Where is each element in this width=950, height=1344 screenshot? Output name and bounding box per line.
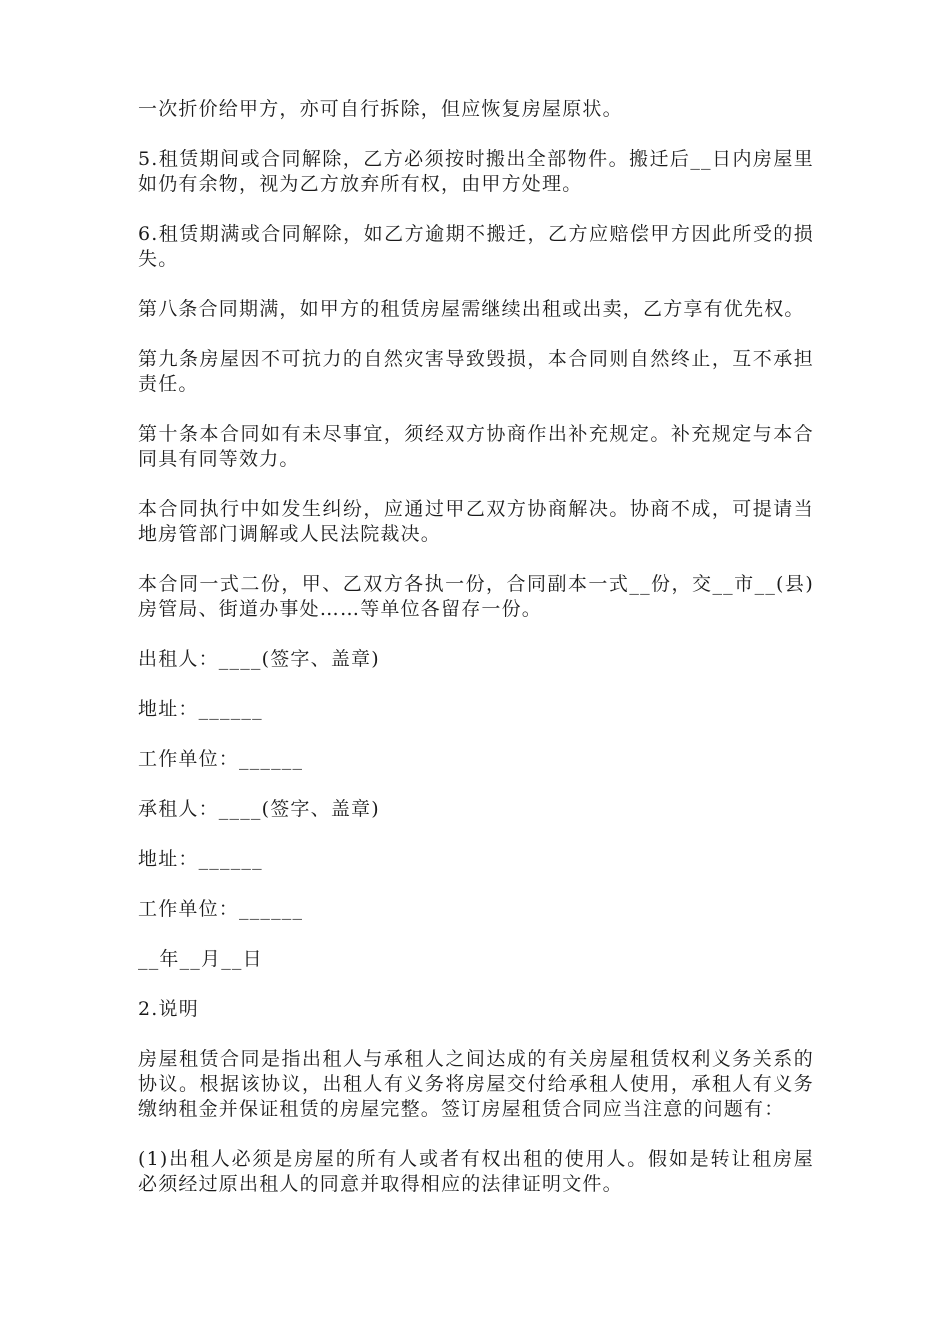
paragraph-lease-definition: 房屋租赁合同是指出租人与承租人之间达成的有关房屋租赁权利义务关系的协议。根据该协议，出租人有义务将房屋交付给承租人使用，承租人有义务缴纳租金并保证租赁的房屋完整。签订房屋租赁合同应当注意的问题有： [138,1048,814,1120]
lessee-employer-line: 工作单位：______ [138,898,304,920]
document-body [138,97,814,1197]
paragraph-article-10: 第十条本合同如有未尽事宜，须经双方协商作出补充规定。补充规定与本合同具有同等效力。 [138,423,814,470]
paragraph-article-9: 第九条房屋因不可抗力的自然灾害导致毁损，本合同则自然终止，互不承担责任。 [138,348,814,395]
paragraph-clause-5: 5.租赁期间或合同解除，乙方必须按时搬出全部物件。搬迁后__日内房屋里如仍有余物，视为乙方放弃所有权，由甲方处理。 [138,148,814,195]
lessor-address-line: 地址：______ [138,698,263,720]
paragraph-dispute-resolution: 本合同执行中如发生纠纷，应通过甲乙双方协商解决。协商不成，可提请当地房管部门调解或人民法院裁决。 [138,498,814,545]
lessor-signature-line: 出租人：____(签字、盖章) [138,648,380,670]
paragraph-restore-original: 一次折价给甲方，亦可自行拆除，但应恢复房屋原状。 [138,98,623,120]
paragraph-clause-6: 6.租赁期满或合同解除，如乙方逾期不搬迁，乙方应赔偿甲方因此所受的损失。 [138,223,814,270]
paragraph-article-8: 第八条合同期满，如甲方的租赁房屋需继续出租或出卖，乙方享有优先权。 [138,298,805,320]
paragraph-point-1: (1)出租人必须是房屋的所有人或者有权出租的使用人。假如是转让租房屋必须经过原出租人的同意并取得相应的法律证明文件。 [138,1148,814,1195]
date-line: __年__月__日 [138,948,263,970]
section-heading-explanation: 2.说明 [138,998,199,1020]
lessor-employer-line: 工作单位：______ [138,748,304,770]
paragraph-copies: 本合同一式二份，甲、乙双方各执一份，合同副本一式__份，交__市__(县)房管局、街道办事处……等单位各留存一份。 [138,573,814,620]
lessee-signature-line: 承租人：____(签字、盖章) [138,798,380,820]
lessee-address-line: 地址：______ [138,848,263,870]
